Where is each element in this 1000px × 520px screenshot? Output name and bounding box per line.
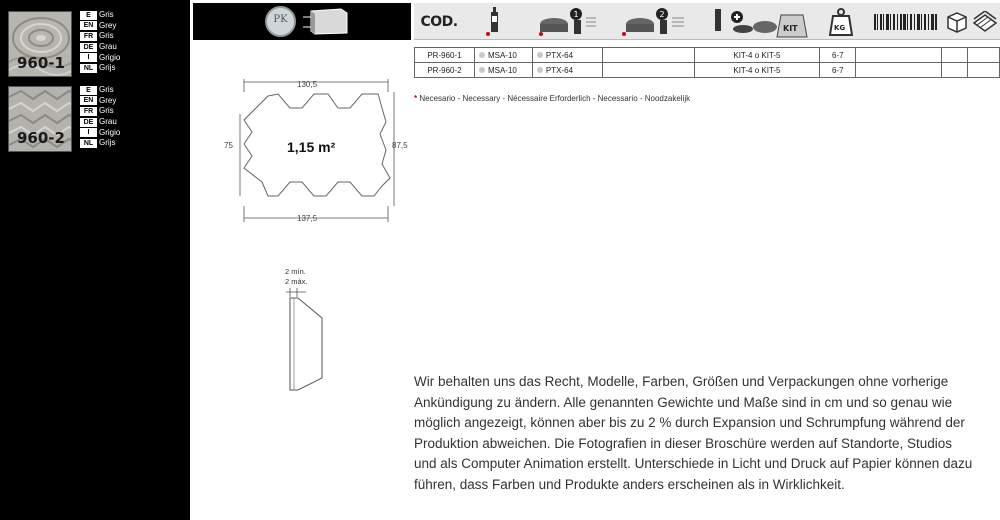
svg-text:2: 2 (659, 9, 665, 19)
empty-cell (968, 48, 1000, 63)
brand-header (193, 3, 411, 40)
lang-row (80, 63, 180, 74)
thickness-labels (285, 267, 308, 287)
lang-row (80, 42, 180, 53)
lang-badge: EN (80, 96, 97, 105)
lang-badge: DE (80, 43, 97, 52)
color-name: Grey (99, 20, 117, 30)
variant-code: 960-1 (17, 54, 65, 72)
mortar-cell (532, 48, 602, 63)
lang-row (80, 127, 180, 138)
color-name: Grijs (99, 63, 116, 73)
mortar-bucket-step2-icon (614, 3, 694, 40)
lang-badge: FR (80, 32, 97, 41)
empty-cell (856, 48, 942, 63)
lang-badge: NL (80, 139, 97, 148)
color-name: Grigio (99, 52, 121, 62)
lang-badge: FR (80, 107, 97, 116)
lang-row (80, 10, 180, 21)
variant-960-2[interactable] (8, 86, 188, 152)
texture-swatch[interactable] (8, 86, 72, 152)
empty-cell (602, 48, 694, 63)
color-names (80, 85, 180, 149)
lang-row (80, 21, 180, 32)
color-names (80, 10, 180, 74)
variant-960-1[interactable] (8, 11, 188, 77)
texture-swatch[interactable] (8, 11, 72, 77)
lang-badge: E (80, 11, 97, 20)
disclaimer-text: Wir behalten uns das Recht, Modelle, Farben, Größen und Verpackungen ohne vorherige Ankündigung zu ändern. Alle genannten Gewichte und Maße sind in cm und so genau wie möglich angezeigt, können aber bis zu 2 % durch Expansion und Schrumpfung während der Produktion abweichen. Die Fotografien in dieser Broschüre werden auf Standorte, Studios und als Computer Animation erstellt. Unterschiede in Licht und Druck auf Papier können dazu führen, dass Farben und Produkte anders erscheinen als in Wirklichkeit. (414, 374, 973, 492)
color-name: Gris (99, 106, 114, 116)
lang-row (80, 96, 180, 107)
empty-cell (602, 63, 694, 78)
color-name: Grigio (99, 127, 121, 137)
weight-kg-icon (822, 3, 860, 40)
min-thickness: 2 mín. (285, 267, 306, 276)
product-table (414, 47, 1000, 78)
table-row[interactable] (415, 48, 1000, 63)
mortar-cell (532, 63, 602, 78)
adhesive-cell (474, 48, 532, 63)
top-width-label: 130,5 (297, 80, 318, 89)
bottom-width-label: 137,5 (297, 214, 318, 223)
color-name: Gris (99, 85, 114, 95)
color-name: Grey (99, 95, 117, 105)
lang-badge: NL (80, 64, 97, 73)
panel-sample-icon (303, 7, 348, 35)
not-required-dot-icon (537, 52, 543, 58)
empty-cell (968, 63, 1000, 78)
not-required-dot-icon (537, 67, 543, 73)
right-height-label: 87,5 (392, 141, 408, 150)
adhesive-value: MSA-10 (487, 50, 517, 60)
pk-logo: PK (265, 6, 296, 37)
stack-pallet-icon (970, 3, 1000, 40)
required-footnote (414, 94, 690, 103)
svg-text:KIT: KIT (783, 23, 798, 33)
variant-code: 960-2 (17, 129, 65, 147)
lang-row (80, 52, 180, 63)
panel-area: 1,15 m² (287, 139, 336, 155)
mortar-bucket-step1-icon (532, 3, 602, 40)
weight-value: 6-7 (820, 63, 856, 78)
variant-sidebar (0, 0, 190, 520)
footnote-text: Necesario - Necessary - Nécessaire Erforderlich - Necessario - Noodzakelijk (419, 94, 691, 103)
adhesive-tube-icon (474, 3, 514, 40)
adhesive-cell (474, 63, 532, 78)
empty-cell (942, 48, 968, 63)
max-thickness: 2 máx. (285, 277, 308, 286)
color-name: Gris (99, 31, 114, 41)
kit-bag-icon (704, 3, 814, 40)
product-code: PR-960-1 (415, 48, 475, 63)
cod-label: COD. (420, 13, 458, 30)
lang-row (80, 138, 180, 149)
color-name: Grau (99, 117, 117, 127)
adhesive-value: MSA-10 (487, 65, 517, 75)
lang-row (80, 85, 180, 96)
lang-badge: E (80, 86, 97, 95)
box-package-icon (944, 3, 970, 40)
lang-badge: I (80, 53, 97, 62)
lang-row (80, 106, 180, 117)
left-height-label: 75 (224, 141, 233, 150)
color-name: Grau (99, 42, 117, 52)
color-name: Gris (99, 10, 114, 20)
kit-value: KIT-4 o KIT-5 (694, 48, 820, 63)
lang-row (80, 31, 180, 42)
spec-icon-header (414, 3, 1000, 40)
barcode-icon (868, 3, 944, 40)
table-row[interactable] (415, 63, 1000, 78)
mortar-value: PTX-64 (545, 65, 574, 75)
svg-text:KG: KG (834, 23, 846, 32)
required-star-icon: * (414, 94, 418, 103)
lang-row (80, 117, 180, 128)
color-name: Grijs (99, 138, 116, 148)
not-required-dot-icon (479, 67, 485, 73)
not-required-dot-icon (479, 52, 485, 58)
cod-header (414, 3, 464, 40)
empty-cell (856, 63, 942, 78)
weight-value: 6-7 (820, 48, 856, 63)
lang-badge: I (80, 128, 97, 137)
lang-badge: DE (80, 118, 97, 127)
lang-badge: EN (80, 21, 97, 30)
empty-cell (942, 63, 968, 78)
mortar-value: PTX-64 (545, 50, 574, 60)
kit-value: KIT-4 o KIT-5 (694, 63, 820, 78)
svg-text:1: 1 (573, 9, 579, 19)
panel-profile-diagram (284, 288, 332, 392)
product-code: PR-960-2 (415, 63, 475, 78)
